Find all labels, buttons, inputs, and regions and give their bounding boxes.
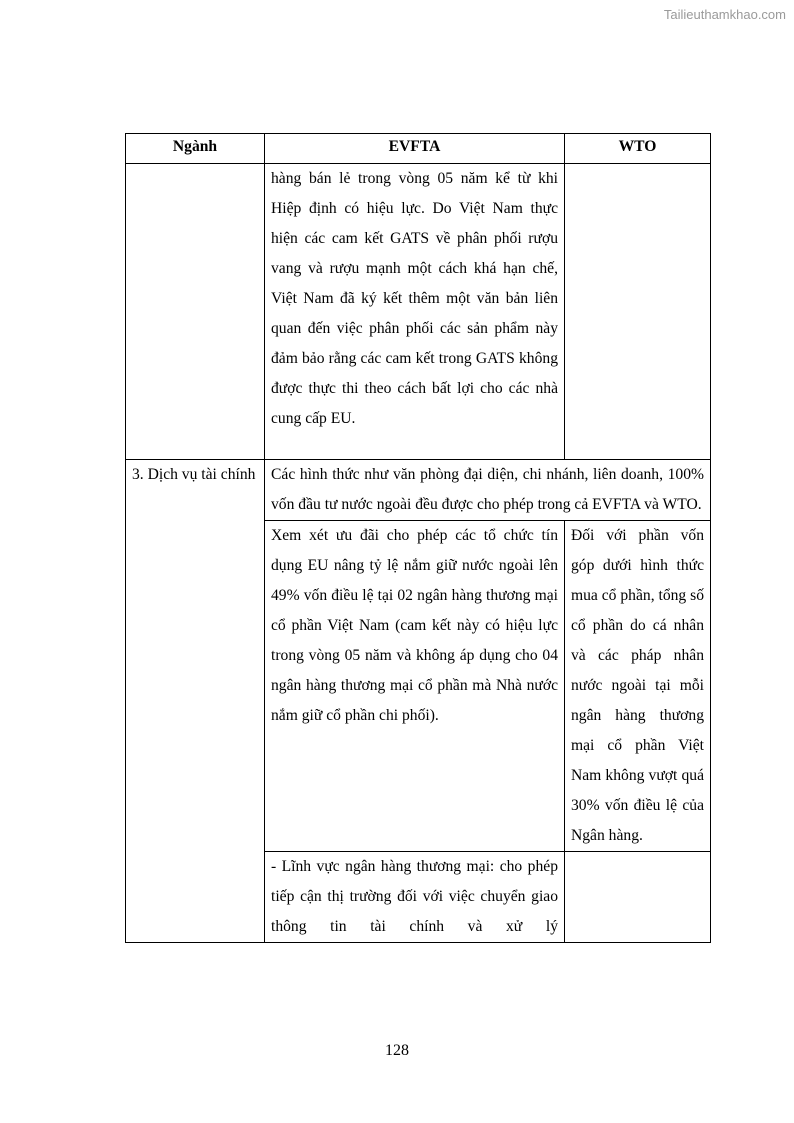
cell-evfta-finance-2: - Lĩnh vực ngân hàng thương mại: cho phép tiếp cận thị trường đối với việc chuyển giao thông tin tài chính và xử lý (265, 852, 565, 943)
table-row (126, 164, 711, 460)
comparison-table (125, 133, 711, 943)
cell-wto-finance-1: Đối với phần vốn góp dưới hình thức mua cổ phần, tổng số cổ phần do cá nhân và các pháp nhân nước ngoài tại mỗi ngân hàng thương mại cổ phần Việt Nam không vượt quá 30% vốn điều lệ của Ngân hàng. (565, 521, 711, 852)
cell-evfta-finance-1: Xem xét ưu đãi cho phép các tổ chức tín dụng EU nâng tỷ lệ nắm giữ nước ngoài lên 49% vốn điều lệ tại 02 ngân hàng thương mại cổ phần Việt Nam (cam kết này có hiệu lực trong vòng 05 năm và không áp dụng cho 04 ngân hàng thương mại cổ phần mà Nhà nước nắm giữ cổ phần chi phối). (265, 521, 565, 852)
cell-merged-finance: Các hình thức như văn phòng đại diện, chi nhánh, liên doanh, 100% vốn đầu tư nước ngoài đều được cho phép trong cả EVFTA và WTO. (265, 460, 711, 521)
watermark: Tailieuthamkhao.com (663, 7, 786, 22)
header-evfta: EVFTA (265, 134, 565, 164)
table-header-row (126, 134, 711, 164)
cell-sector-finance: 3. Dịch vụ tài chính (126, 460, 265, 943)
page-number: 128 (385, 1042, 409, 1059)
cell-sector (126, 164, 265, 460)
header-wto: WTO (565, 134, 711, 164)
table-row (126, 460, 711, 521)
cell-evfta: hàng bán lẻ trong vòng 05 năm kể từ khi Hiệp định có hiệu lực. Do Việt Nam thực hiện các cam kết GATS về phân phối rượu vang và rượu mạnh một cách khá hạn chế, Việt Nam đã ký kết thêm một văn bản liên quan đến việc phân phối các sản phẩm này đảm bảo rằng các cam kết trong GATS không được thực thi theo cách bất lợi cho các nhà cung cấp EU. (265, 164, 565, 460)
cell-wto (565, 164, 711, 460)
cell-wto-finance-2 (565, 852, 711, 943)
header-sector: Ngành (126, 134, 265, 164)
